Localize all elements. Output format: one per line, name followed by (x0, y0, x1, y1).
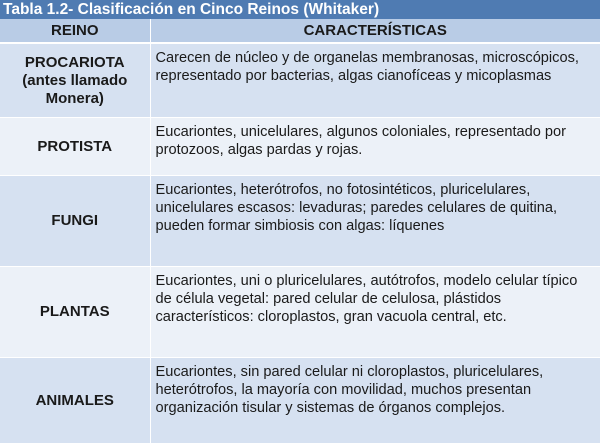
table-row (0, 43, 600, 118)
reino-cell: PLANTAS (0, 267, 150, 358)
caracteristicas-cell: Eucariontes, sin pared celular ni cloroplastos, pluricelulares, heterótrofos, la mayoría con movilidad, muchos presentan organización tisular y sistemas de órganos complejos. (150, 358, 600, 444)
table-row (0, 267, 600, 358)
classification-table (0, 19, 600, 444)
header-caracteristicas: CARACTERÍSTICAS (150, 19, 600, 43)
reino-cell: ANIMALES (0, 358, 150, 444)
table-title: Tabla 1.2- Clasificación en Cinco Reinos (Whitaker) (0, 0, 600, 19)
table-row (0, 118, 600, 176)
table-row (0, 176, 600, 267)
caracteristicas-cell: Eucariontes, uni o pluricelulares, autótrofos, modelo celular típico de célula vegetal: pared celular de celulosa, plástidos característicos: cloroplastos, gran vacuola central, etc. (150, 267, 600, 358)
header-row (0, 19, 600, 43)
reino-cell: FUNGI (0, 176, 150, 267)
header-reino: REINO (0, 19, 150, 43)
caracteristicas-cell: Eucariontes, unicelulares, algunos coloniales, representado por protozoos, algas pardas y rojas. (150, 118, 600, 176)
table-row (0, 358, 600, 444)
reino-cell: PROCARIOTA (antes llamado Monera) (0, 43, 150, 118)
caracteristicas-cell: Carecen de núcleo y de organelas membranosas, microscópicos, representado por bacterias, algas cianofíceas y micoplasmas (150, 43, 600, 118)
caracteristicas-cell: Eucariontes, heterótrofos, no fotosintéticos, pluricelulares, unicelulares escasos: levaduras; paredes celulares de quitina, pueden formar simbiosis con algas: líquenes (150, 176, 600, 267)
reino-cell: PROTISTA (0, 118, 150, 176)
